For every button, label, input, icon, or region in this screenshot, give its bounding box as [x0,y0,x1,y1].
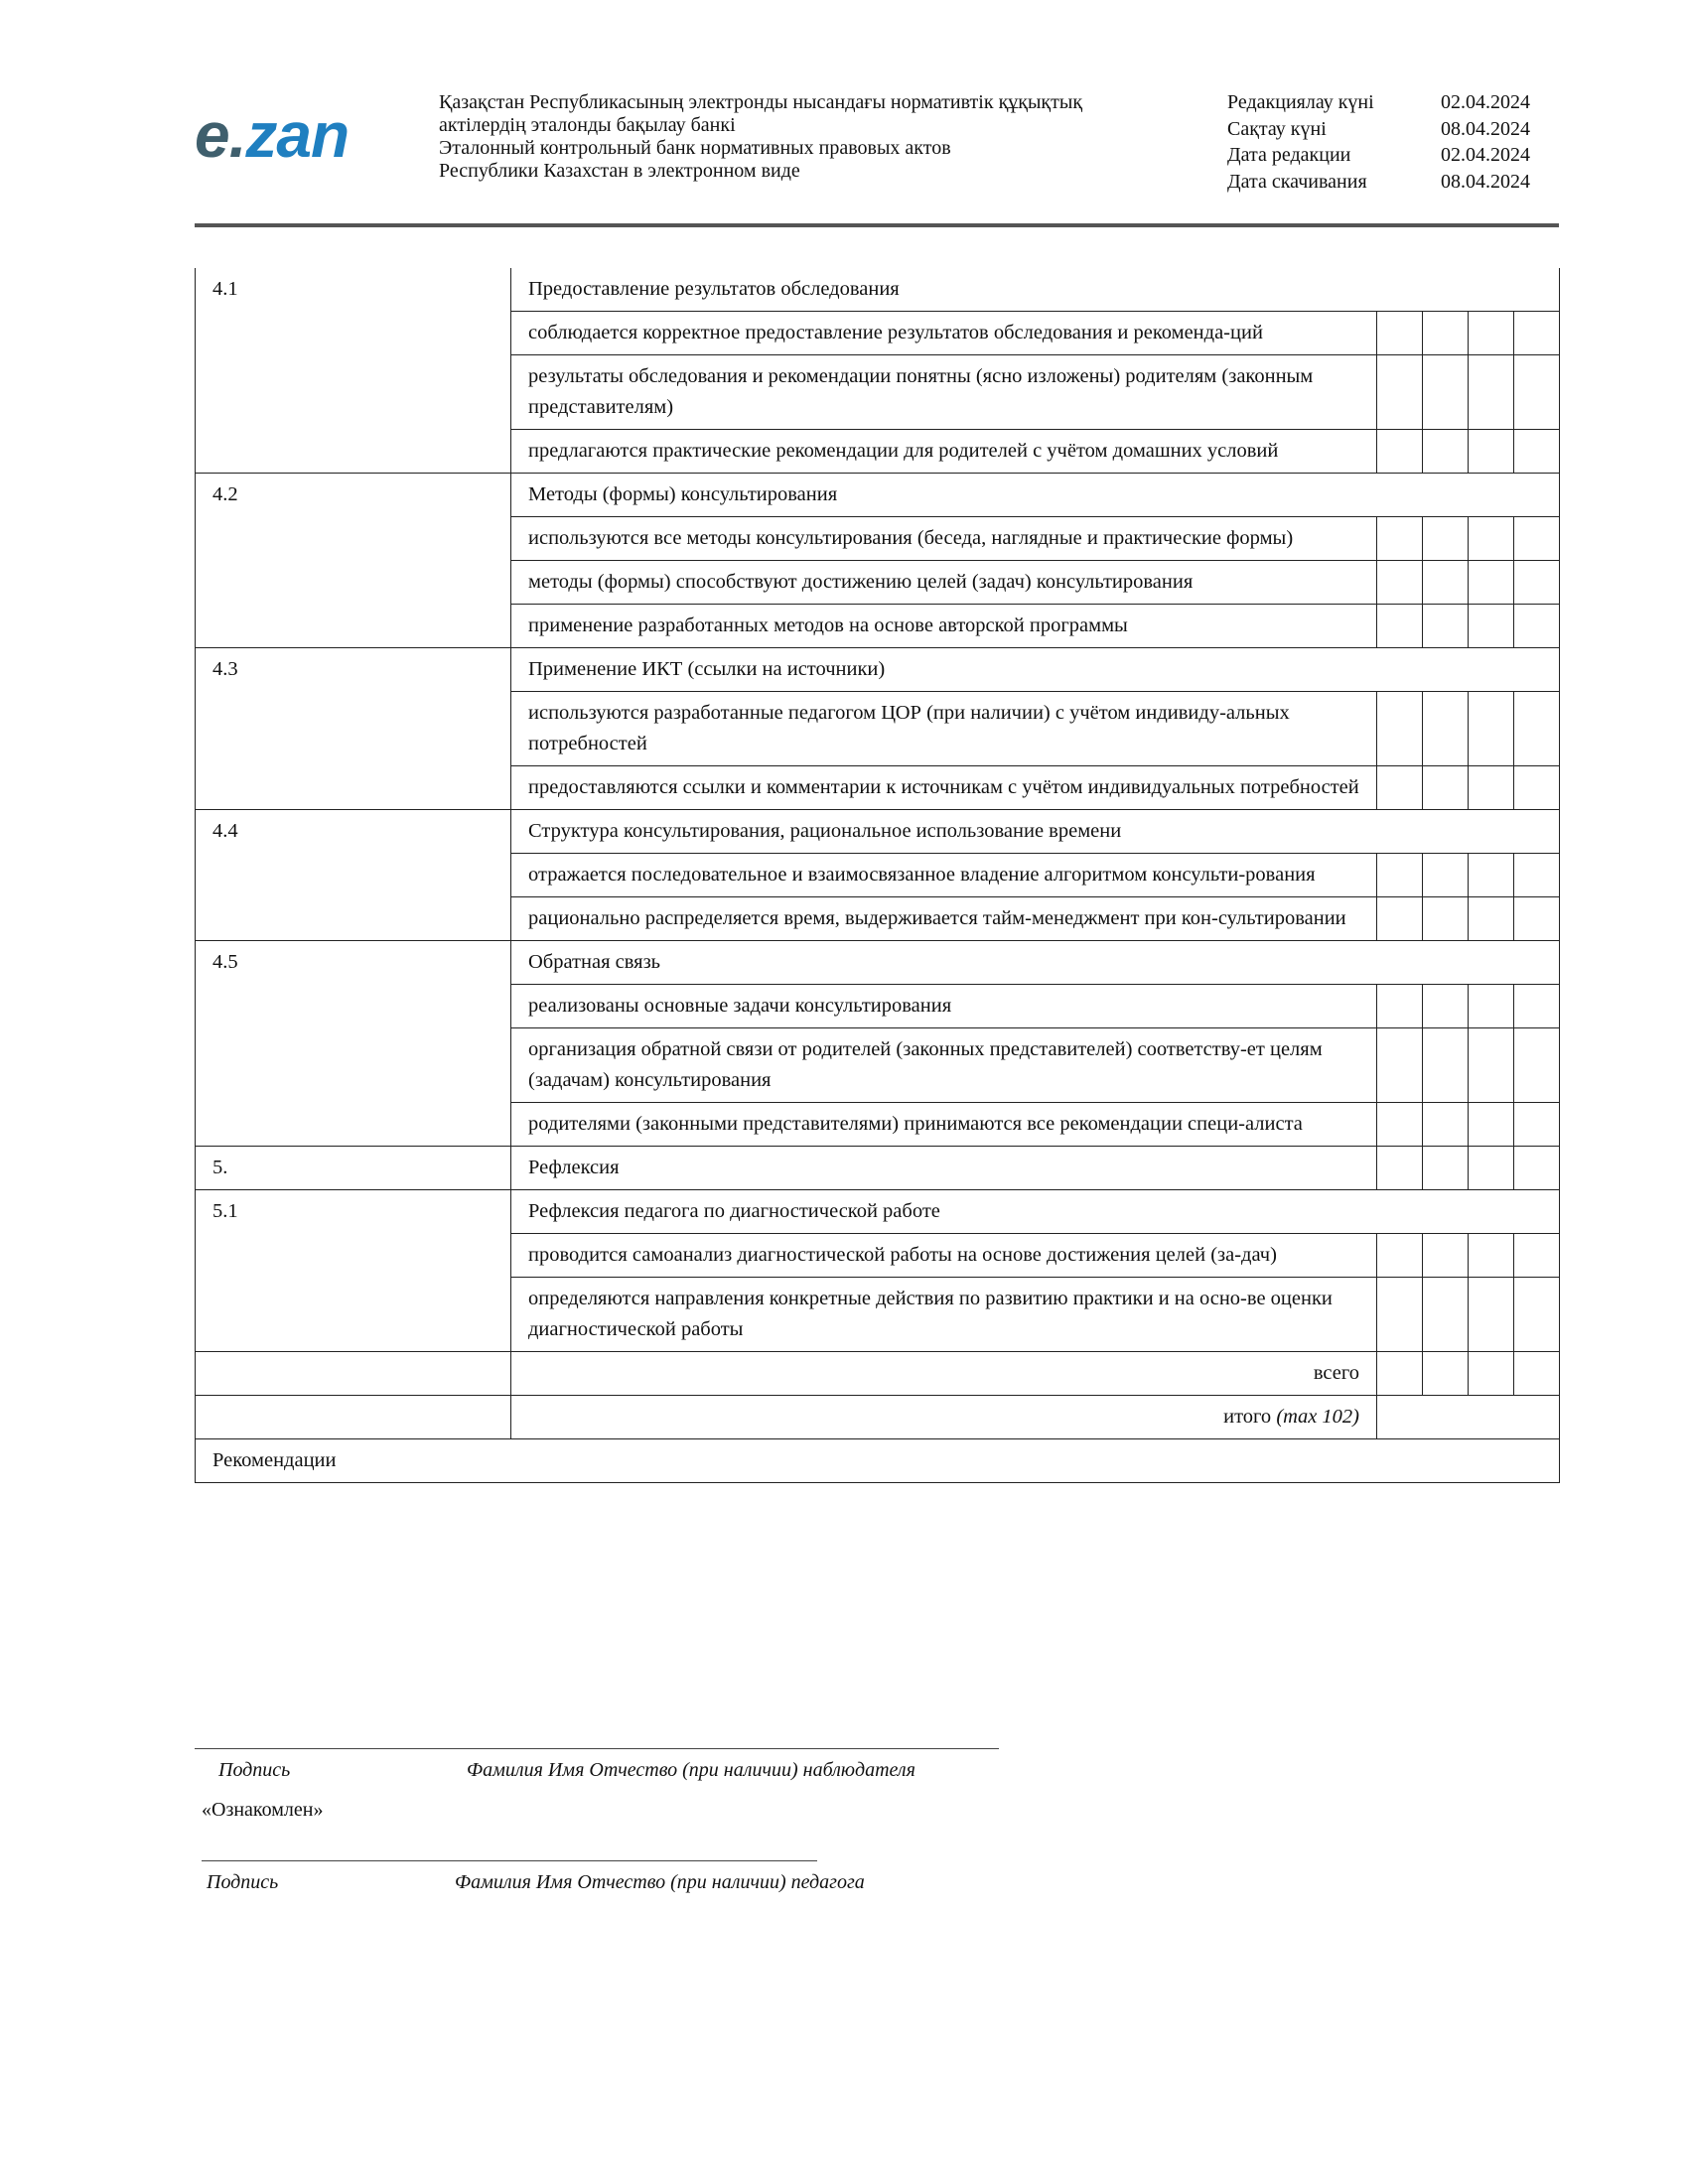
criterion-text: предоставляются ссылки и комментарии к источникам с учётом индивидуальных потребностей [511,766,1377,810]
section-title: Применение ИКТ (ссылки на источники) [511,648,1560,692]
section-number: 4.4 [196,810,511,941]
criterion-score-cell [1377,985,1423,1028]
criterion-score-cell [1423,766,1469,810]
criterion-score-cell [1514,1234,1560,1278]
teacher-signature-label: Подпись [207,1871,279,1893]
criterion-score-cell [1514,854,1560,897]
criterion-text: используются все методы консультирования (беседа, наглядные и практические формы) [511,517,1377,561]
criterion-score-cell [1423,605,1469,648]
criterion-score-cell [1423,1234,1469,1278]
recommendations-row [196,1439,1560,1483]
section-row [196,474,1560,517]
criterion-score-cell [1469,355,1514,430]
section-score-cell [1377,1147,1423,1190]
criterion-score-cell [1377,561,1423,605]
criterion-score-cell [1469,766,1514,810]
criterion-score-cell [1377,355,1423,430]
criterion-score-cell [1469,312,1514,355]
criterion-score-cell [1423,1278,1469,1352]
section-title: Предоставление результатов обследования [511,268,1560,312]
criterion-score-cell [1377,854,1423,897]
criterion-score-cell [1377,517,1423,561]
header-divider [195,223,1559,227]
criterion-score-cell [1514,561,1560,605]
criterion-score-cell [1469,897,1514,941]
criterion-text: реализованы основные задачи консультирования [511,985,1377,1028]
criterion-text: определяются направления конкретные действия по развитию практики и на осно-ве оценки диагностической работы [511,1278,1377,1352]
criterion-text: применение разработанных методов на основе авторской программы [511,605,1377,648]
grand-total-max: (max 102) [1276,1406,1359,1428]
evaluation-table [195,268,1560,1483]
ezan-logo: e.zan [195,99,350,171]
criterion-score-cell [1514,692,1560,766]
criterion-score-cell [1377,1103,1423,1147]
criterion-score-cell [1514,430,1560,474]
criterion-score-cell [1377,897,1423,941]
recommendations-label: Рекомендации [196,1439,1560,1483]
total-score-cell [1377,1352,1423,1396]
criterion-score-cell [1423,355,1469,430]
criterion-score-cell [1514,312,1560,355]
criterion-text: проводится самоанализ диагностической работы на основе достижения целей (за-дач) [511,1234,1377,1278]
criterion-score-cell [1469,1234,1514,1278]
observer-signature-label: Подпись [218,1759,291,1781]
criterion-score-cell [1423,430,1469,474]
total-row [196,1352,1560,1396]
criterion-score-cell [1423,692,1469,766]
criterion-score-cell [1423,854,1469,897]
criterion-text: предлагаются практические рекомендации для родителей с учётом домашних условий [511,430,1377,474]
criterion-text: методы (формы) способствуют достижению целей (задач) консультирования [511,561,1377,605]
criterion-score-cell [1377,1028,1423,1103]
criterion-text: рационально распределяется время, выдерживается тайм-менеджмент при кон-сультировании [511,897,1377,941]
grand-total-score-cell [1377,1396,1560,1439]
criterion-score-cell [1377,312,1423,355]
criterion-score-cell [1469,1028,1514,1103]
total-number-cell [196,1352,511,1396]
section-number: 4.1 [196,268,511,474]
criterion-score-cell [1423,561,1469,605]
criterion-score-cell [1377,430,1423,474]
section-title: Структура консультирования, рациональное использование времени [511,810,1560,854]
section-title: Рефлексия педагога по диагностической работе [511,1190,1560,1234]
criterion-score-cell [1469,517,1514,561]
criterion-score-cell [1514,897,1560,941]
criterion-text: соблюдается корректное предоставление результатов обследования и рекоменда-ций [511,312,1377,355]
criterion-score-cell [1469,1103,1514,1147]
criterion-text: организация обратной связи от родителей (законных представителей) соответству-ет целям (задачам) консультирования [511,1028,1377,1103]
section-row [196,1147,1560,1190]
section-score-cell [1469,1147,1514,1190]
criterion-score-cell [1469,561,1514,605]
document-dates: Редакциялау күні 02.04.2024 Сақтау күні 08.04.2024 Дата редакции 02.04.2024 Дата скачивания 08.04.2024 [1227,91,1530,193]
section-number: 5.1 [196,1190,511,1352]
teacher-signature-line [202,1860,817,1861]
criterion-score-cell [1377,766,1423,810]
criterion-score-cell [1469,430,1514,474]
section-score-cell [1423,1147,1469,1190]
section-row [196,1190,1560,1234]
criterion-score-cell [1423,1103,1469,1147]
total-label: всего [511,1352,1377,1396]
section-row [196,941,1560,985]
criterion-score-cell [1423,517,1469,561]
criterion-score-cell [1514,1103,1560,1147]
criterion-score-cell [1377,605,1423,648]
teacher-name-label: Фамилия Имя Отчество (при наличии) педагога [455,1871,865,1893]
observer-name-label: Фамилия Имя Отчество (при наличии) наблюдателя [467,1759,915,1781]
criterion-score-cell [1423,1028,1469,1103]
criterion-score-cell [1514,605,1560,648]
criterion-score-cell [1469,692,1514,766]
criterion-score-cell [1514,1028,1560,1103]
criterion-score-cell [1514,517,1560,561]
section-title: Обратная связь [511,941,1560,985]
criterion-score-cell [1377,692,1423,766]
section-title: Методы (формы) консультирования [511,474,1560,517]
criterion-score-cell [1423,985,1469,1028]
criterion-score-cell [1514,985,1560,1028]
section-score-cell [1514,1147,1560,1190]
observer-signature-line [195,1748,999,1749]
section-number: 5. [196,1147,511,1190]
criterion-score-cell [1514,1278,1560,1352]
criterion-text: результаты обследования и рекомендации понятны (ясно изложены) родителям (законным представителям) [511,355,1377,430]
section-title: Рефлексия [511,1147,1377,1190]
section-number: 4.3 [196,648,511,810]
criterion-score-cell [1469,605,1514,648]
criterion-score-cell [1377,1234,1423,1278]
criterion-text: родителями (законными представителями) принимаются все рекомендации специ-алиста [511,1103,1377,1147]
criterion-text: отражается последовательное и взаимосвязанное владение алгоритмом консульти-рования [511,854,1377,897]
publisher-name: Қазақстан Республикасының электронды нысандағы нормативтік құқықтық актілердің эталонды бақылау банкі Эталонный контрольный банк нормативных правовых актов Республики Казахстан в электронном виде [439,91,1083,182]
section-row [196,810,1560,854]
section-number: 4.2 [196,474,511,648]
criterion-score-cell [1469,985,1514,1028]
total-score-cell [1469,1352,1514,1396]
criterion-score-cell [1469,1278,1514,1352]
criterion-text: используются разработанные педагогом ЦОР (при наличии) с учётом индивиду-альных потребностей [511,692,1377,766]
acquainted-label: «Ознакомлен» [202,1799,324,1821]
grand-total-number-cell [196,1396,511,1439]
criterion-score-cell [1423,312,1469,355]
section-row [196,268,1560,312]
total-score-cell [1423,1352,1469,1396]
criterion-score-cell [1514,355,1560,430]
section-row [196,648,1560,692]
criterion-score-cell [1377,1278,1423,1352]
criterion-score-cell [1423,897,1469,941]
total-score-cell [1514,1352,1560,1396]
criterion-score-cell [1514,766,1560,810]
grand-total-row [196,1396,1560,1439]
document-header [195,83,1559,222]
grand-total-label [511,1396,1377,1439]
criterion-score-cell [1469,854,1514,897]
section-number: 4.5 [196,941,511,1147]
grand-total-text: итого [1223,1406,1272,1428]
